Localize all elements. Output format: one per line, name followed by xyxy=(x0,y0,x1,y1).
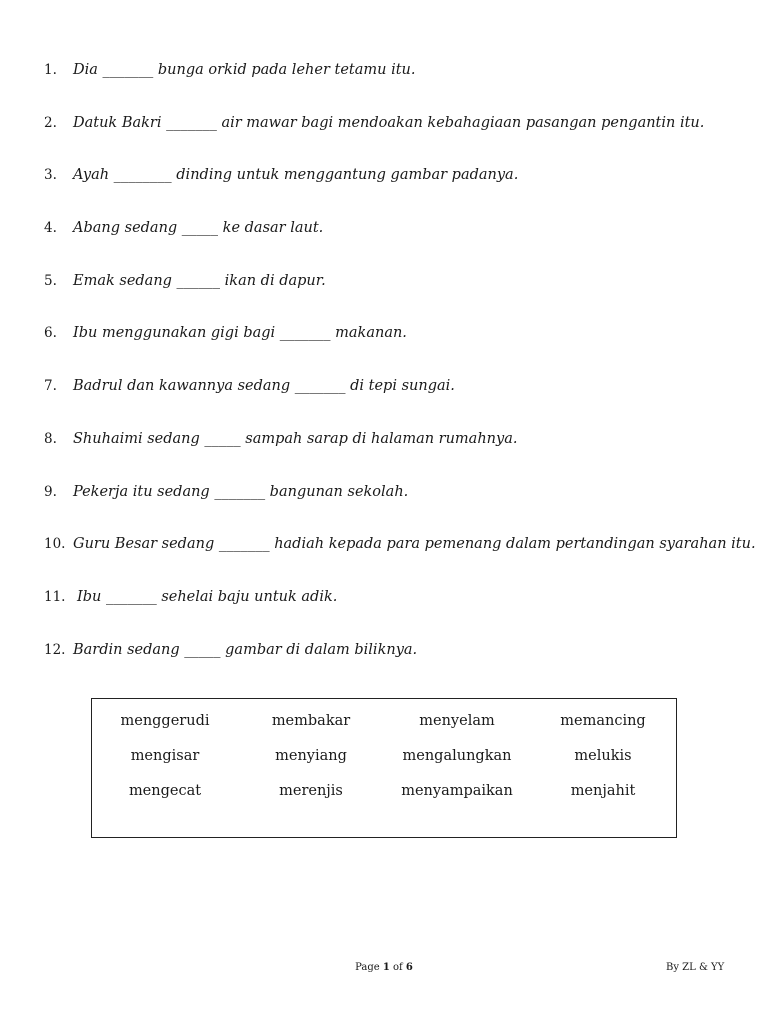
word-bank-box xyxy=(91,698,677,838)
question-number: 7. xyxy=(44,378,57,394)
question-3 xyxy=(0,164,768,186)
word-bank-item: mengalungkan xyxy=(402,748,512,764)
question-9 xyxy=(0,481,768,503)
question-text: Pekerja itu sedang _______ bangunan sekolah. xyxy=(73,484,409,500)
question-number: 11. xyxy=(44,589,66,605)
word-bank-item: menyampaikan xyxy=(401,783,513,799)
word-bank-item: mengecat xyxy=(128,783,202,799)
question-number: 6. xyxy=(44,325,57,341)
question-text: Datuk Bakri _______ air mawar bagi mendoakan kebahagiaan pasangan pengantin itu. xyxy=(73,115,705,131)
word-bank-item: menjahit xyxy=(570,783,636,799)
question-5 xyxy=(0,270,768,292)
word-bank-item: merenjis xyxy=(279,783,343,799)
question-text: Abang sedang _____ ke dasar laut. xyxy=(73,220,324,236)
question-10 xyxy=(0,533,768,555)
question-text: Badrul dan kawannya sedang _______ di tepi sungai. xyxy=(73,378,455,394)
question-text: Ibu menggunakan gigi bagi _______ makanan. xyxy=(73,325,407,341)
author-credit: By ZL & YY xyxy=(666,962,725,973)
word-bank-item: menyiang xyxy=(275,748,347,764)
question-6 xyxy=(0,322,768,344)
question-number: 8. xyxy=(44,431,57,447)
question-text: Bardin sedang _____ gambar di dalam biliknya. xyxy=(73,642,418,658)
page-total: 6 xyxy=(405,962,413,973)
word-bank-item: mengisar xyxy=(130,748,200,764)
question-number: 1. xyxy=(44,62,57,78)
page-current: 1 xyxy=(382,962,390,973)
question-text: Emak sedang ______ ikan di dapur. xyxy=(73,273,326,289)
question-7 xyxy=(0,375,768,397)
question-text: Ibu _______ sehelai baju untuk adik. xyxy=(77,589,338,605)
question-text: Dia _______ bunga orkid pada leher tetamu itu. xyxy=(73,62,416,78)
page-number xyxy=(334,961,434,975)
question-number: 10. xyxy=(44,536,66,552)
page-label: Page xyxy=(355,962,380,973)
word-bank-item: menyelam xyxy=(419,713,495,729)
page-of: of xyxy=(393,962,403,973)
word-bank-item: membakar xyxy=(271,713,351,729)
question-8 xyxy=(0,428,768,450)
question-2 xyxy=(0,112,768,134)
question-number: 12. xyxy=(44,642,66,658)
question-1 xyxy=(0,59,768,81)
question-12 xyxy=(0,639,768,661)
word-bank-item: menggerudi xyxy=(120,713,210,729)
question-number: 4. xyxy=(44,220,57,236)
question-text: Guru Besar sedang _______ hadiah kepada para pemenang dalam pertandingan syarahan itu. xyxy=(73,536,756,552)
question-number: 5. xyxy=(44,273,57,289)
question-4 xyxy=(0,217,768,239)
question-text: Shuhaimi sedang _____ sampah sarap di halaman rumahnya. xyxy=(73,431,518,447)
question-11 xyxy=(0,586,768,608)
question-number: 9. xyxy=(44,484,57,500)
word-bank-item: memancing xyxy=(560,713,646,729)
question-number: 3. xyxy=(44,167,57,183)
question-text: Ayah ________ dinding untuk menggantung gambar padanya. xyxy=(73,167,519,183)
question-number: 2. xyxy=(44,115,57,131)
word-bank-item: melukis xyxy=(574,748,632,764)
